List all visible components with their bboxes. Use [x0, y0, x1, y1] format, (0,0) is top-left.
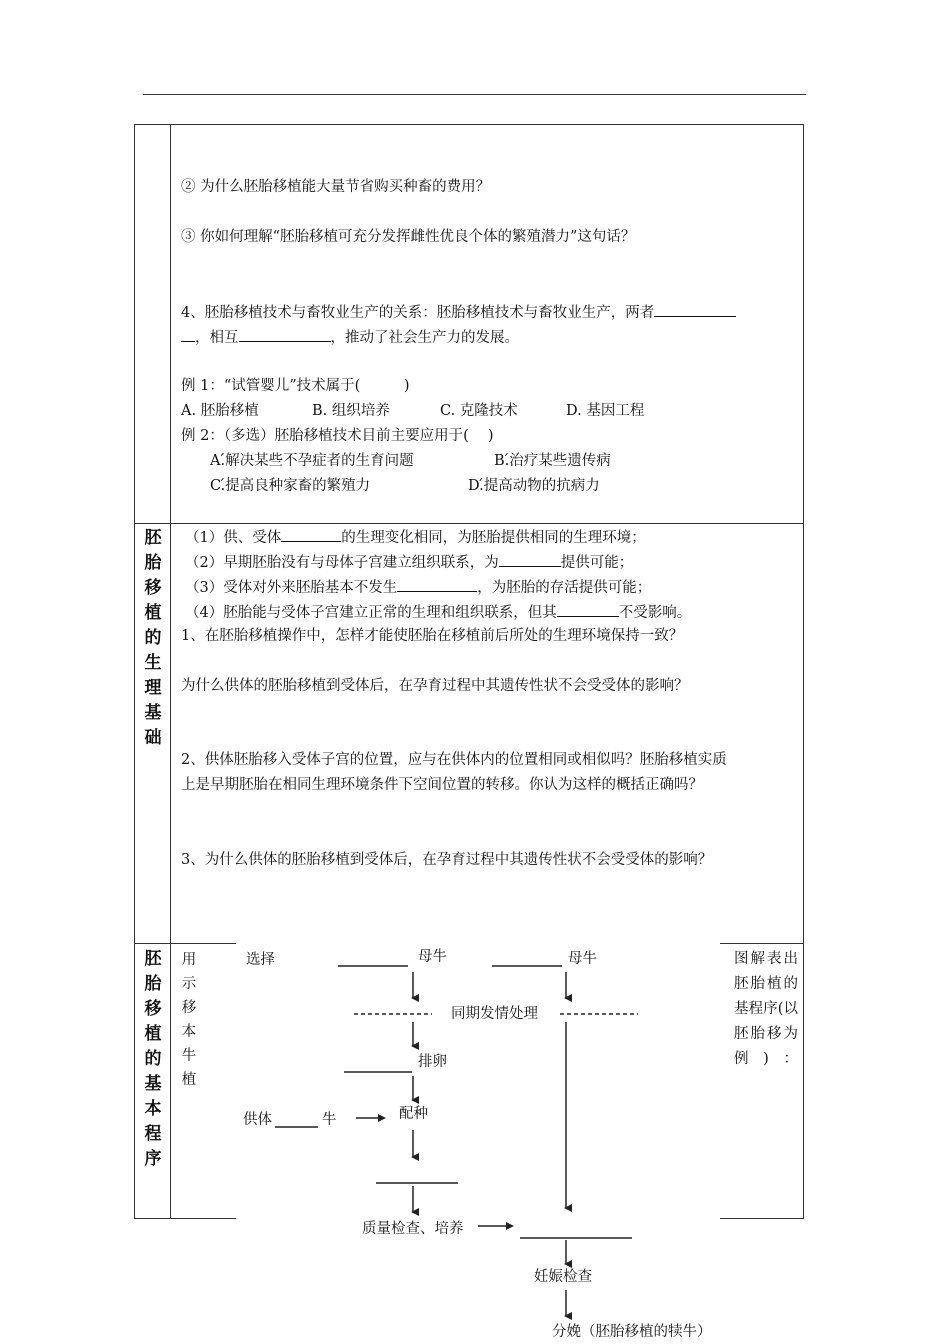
- example-1-option-b: B. 组织培养: [312, 403, 390, 419]
- section-title-physiology: 胚胎移植的生理基础: [144, 528, 162, 748]
- basis-3-text-b: ，为胚胎的存活提供可能；: [477, 580, 652, 596]
- left-column-text: 用示移本牛植: [181, 952, 197, 1088]
- example-2-option-c: C.́提高良种家畜的繁殖力: [210, 478, 371, 494]
- flow-sync: 同期发情处理: [451, 1006, 538, 1022]
- basis-4-text: （4）胚胎能与受体子宫建立正常的生理和组织联系，但其: [185, 605, 557, 621]
- example-2-option-a: A.́解决某些不孕症者的生育问题: [210, 453, 414, 469]
- item-4-text-c: ，推动了社会生产力的发展。: [330, 330, 519, 346]
- example-2-option-b: B.́治疗某些遗传病: [494, 453, 611, 469]
- flow-donor-cow: 牛: [322, 1112, 337, 1128]
- example-1-option-a: A. 胚胎移植: [181, 403, 259, 419]
- basis-2-text: （2）早期胚胎没有与母体子宫建立组织联系，为: [185, 555, 499, 571]
- item-4-text-b: ，相互: [195, 330, 239, 346]
- question-1b: 为什么供体的胚胎移植到受体后，在孕育过程中其遗传性状不会受受体的影响？: [181, 678, 689, 694]
- example-1: 例 1：“试管婴儿”技术属于( ): [181, 378, 410, 394]
- flow-pregnancy-check: 妊娠检查: [534, 1269, 592, 1285]
- item-4-text: 4、胚胎移植技术与畜牧业生产的关系：胚胎移植技术与畜牧业生产，两者: [181, 305, 655, 321]
- example-1-option-c: C. 克隆技术: [440, 403, 518, 419]
- example-1-option-d: D. 基因工程: [566, 403, 645, 419]
- flow-cow-1: 母牛: [418, 949, 447, 965]
- example-2-option-d: D.́提高动物的抗病力: [468, 478, 600, 494]
- flow-donor-label: 供体: [243, 1112, 272, 1128]
- basis-2-text-b: 提供可能；: [560, 555, 634, 571]
- flow-select: 选择: [246, 952, 275, 968]
- question-1: 1、在胚胎移植操作中，怎样才能使胚胎在移植前后所处的生理环境保持一致？: [181, 628, 684, 644]
- question-2: ② 为什么胚胎移植能大量节省购买种畜的费用？: [181, 179, 491, 195]
- section-title-procedure: 胚胎移植的基本程序: [144, 949, 162, 1169]
- basis-4-text-b: 不受影响。: [618, 605, 692, 621]
- question-3: ③ 你如何理解“胚胎移植可充分发挥雌性优良个体的繁殖潜力”这句话？: [181, 229, 636, 245]
- question-2-line2: 上是早期胚胎在相同生理环境条件下空间位置的转移。你认为这样的概括正确吗？: [181, 777, 703, 793]
- basis-1-text-b: 的生理变化相同，为胚胎提供相同的生理环境；: [341, 530, 646, 546]
- question-3: 3、为什么供体的胚胎移植到受体后，在孕育过程中其遗传性状不会受受体的影响？: [181, 852, 713, 868]
- flow-mating: 配种: [399, 1106, 428, 1122]
- right-column-text: 图解表出胚胎植的基程序(以胚胎移为例)：: [734, 951, 798, 1067]
- flow-donor: [243, 1110, 337, 1130]
- example-2: 例 2：（多选）胚胎移植技术目前主要应用于( ): [181, 428, 494, 444]
- flow-ovulation: 排卵: [418, 1054, 447, 1070]
- flow-birth: 分娩（胚胎移植的犊牛）: [552, 1324, 712, 1340]
- flow-cow-2: 母牛: [568, 951, 597, 967]
- basis-1-text: （1）供、受体: [185, 530, 282, 546]
- flow-quality-check: 质量检查、培养: [362, 1221, 464, 1237]
- basis-3-text: （3）受体对外来胚胎基本不发生: [185, 580, 398, 596]
- question-2-line1: 2、供体胚胎移入受体子宫的位置，应与在供体内的位置相同或相似吗？胚胎移植实质: [181, 752, 727, 768]
